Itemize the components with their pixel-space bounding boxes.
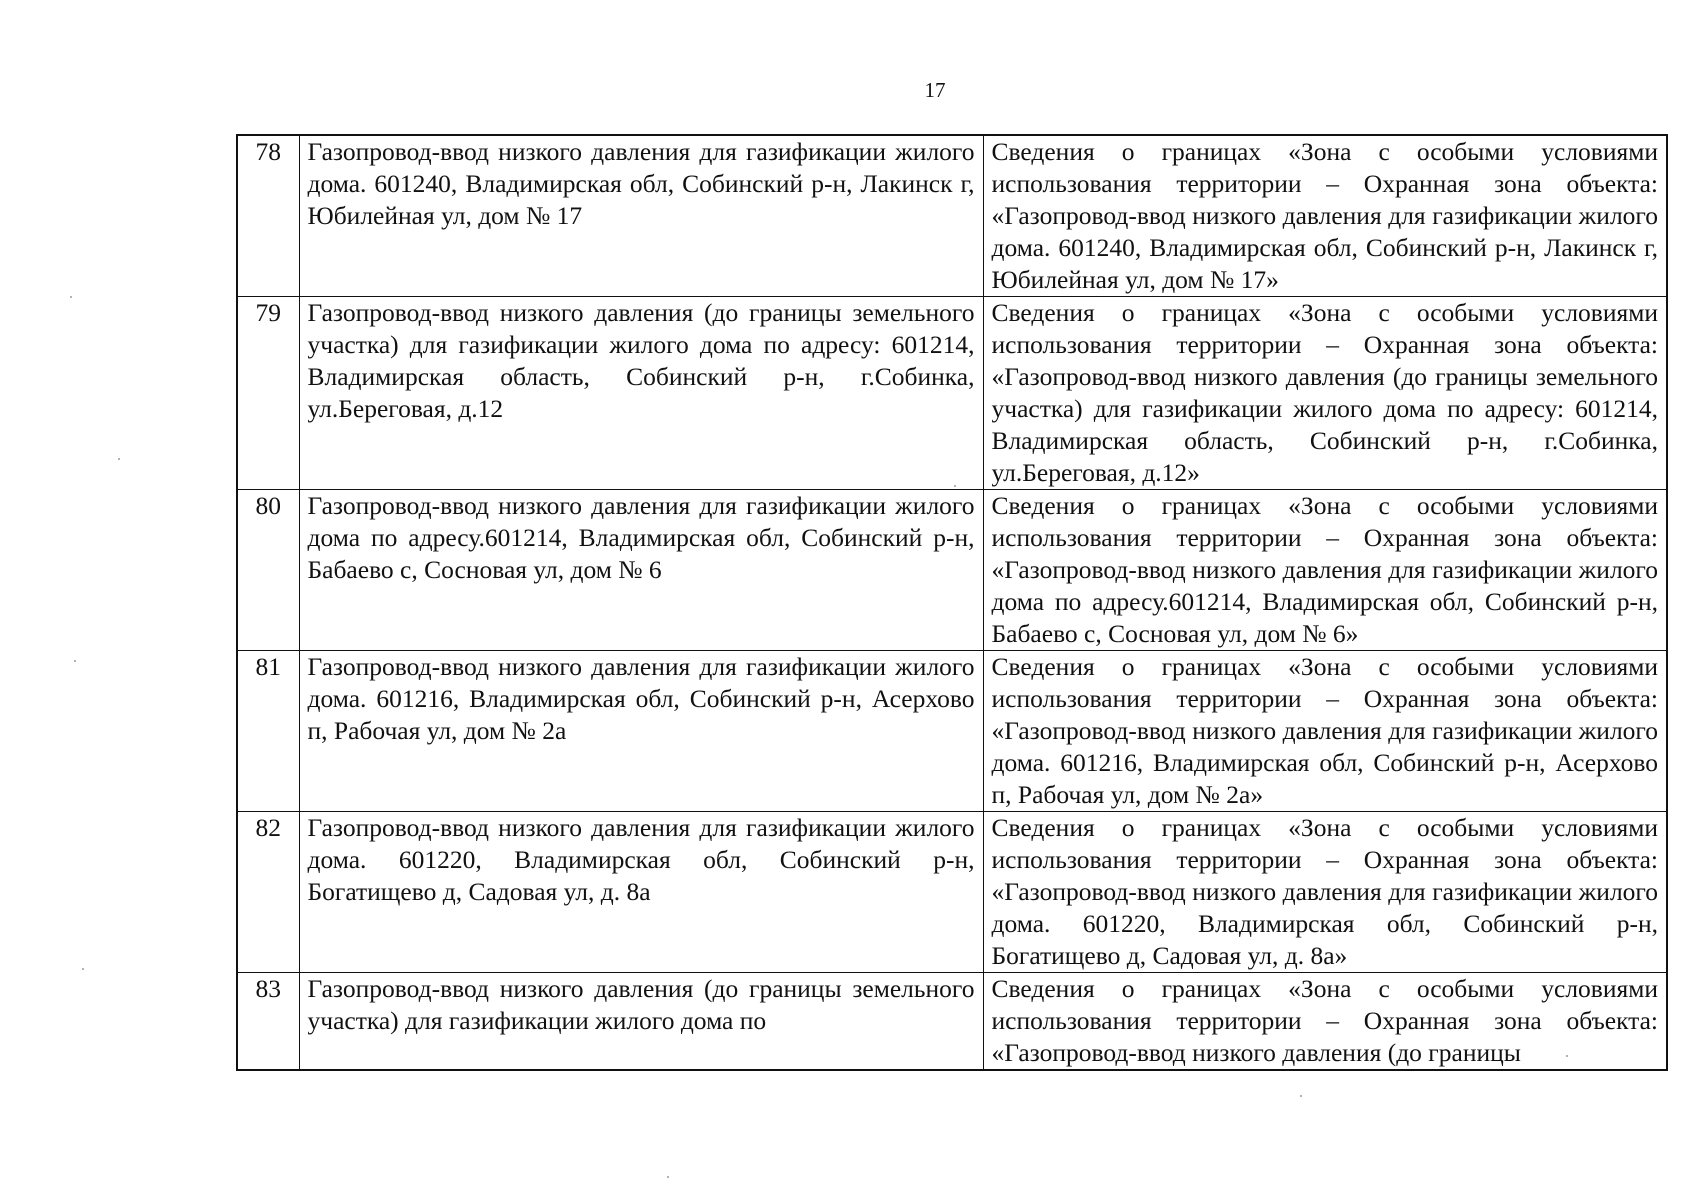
zone-info-cell: Сведения о границах «Зона с особыми условиями использования территории – Охранная зона объекта: «Газопровод-ввод низкого давления для газификации жилого дома. 601216, Владимирская обл, Собинский р-н, Асерхово п, Рабочая ул, дом № 2а» (983, 651, 1667, 812)
table-row (237, 490, 1667, 651)
object-name-cell: Газопровод-ввод низкого давления для газификации жилого дома. 601240, Владимирская обл, Собинский р-н, Лакинск г, Юбилейная ул, дом № 17 (299, 135, 983, 297)
table-row (237, 297, 1667, 490)
scan-speck (82, 968, 84, 970)
row-number: 78 (237, 135, 299, 297)
scan-speck (954, 485, 956, 487)
table-row (237, 812, 1667, 973)
table-row (237, 651, 1667, 812)
zone-info-cell: Сведения о границах «Зона с особыми условиями использования территории – Охранная зона объекта: «Газопровод-ввод низкого давления для газификации жилого дома. 601240, Владимирская обл, Собинский р-н, Лакинск г, Юбилейная ул, дом № 17» (983, 135, 1667, 297)
table-row (237, 973, 1667, 1071)
scan-speck (1566, 1055, 1568, 1057)
scan-speck (1300, 1095, 1302, 1097)
table-row (237, 135, 1667, 297)
object-name-cell: Газопровод-ввод низкого давления (до границы земельного участка) для газификации жилого дома по адресу: 601214, Владимирская область, Собинский р-н, г.Собинка, ул.Береговая, д.12 (299, 297, 983, 490)
scan-speck (74, 660, 76, 662)
row-number: 81 (237, 651, 299, 812)
scan-speck (70, 296, 72, 298)
object-name-cell: Газопровод-ввод низкого давления для газификации жилого дома по адресу.601214, Владимирская обл, Собинский р-н, Бабаево с, Сосновая ул, дом № 6 (299, 490, 983, 651)
zone-info-cell: Сведения о границах «Зона с особыми условиями использования территории – Охранная зона объекта: «Газопровод-ввод низкого давления (до границы земельного участка) для газификации жилого дома по адресу: 601214, Владимирская область, Собинский р-н, г.Собинка, ул.Береговая, д.12» (983, 297, 1667, 490)
scan-speck (118, 458, 120, 460)
zone-info-cell: Сведения о границах «Зона с особыми условиями использования территории – Охранная зона объекта: «Газопровод-ввод низкого давления для газификации жилого дома по адресу.601214, Владимирская обл, Собинский р-н, Бабаево с, Сосновая ул, дом № 6» (983, 490, 1667, 651)
page-number: 17 (924, 78, 946, 102)
row-number: 83 (237, 973, 299, 1071)
scan-speck (667, 1176, 669, 1178)
zone-info-cell: Сведения о границах «Зона с особыми условиями использования территории – Охранная зона объекта: «Газопровод-ввод низкого давления (до границы (983, 973, 1667, 1071)
zones-table (236, 134, 1668, 1071)
row-number: 80 (237, 490, 299, 651)
object-name-cell: Газопровод-ввод низкого давления для газификации жилого дома. 601216, Владимирская обл, Собинский р-н, Асерхово п, Рабочая ул, дом № 2а (299, 651, 983, 812)
object-name-cell: Газопровод-ввод низкого давления (до границы земельного участка) для газификации жилого дома по (299, 973, 983, 1071)
zone-info-cell: Сведения о границах «Зона с особыми условиями использования территории – Охранная зона объекта: «Газопровод-ввод низкого давления для газификации жилого дома. 601220, Владимирская обл, Собинский р-н, Богатищево д, Садовая ул, д. 8а» (983, 812, 1667, 973)
row-number: 79 (237, 297, 299, 490)
row-number: 82 (237, 812, 299, 973)
object-name-cell: Газопровод-ввод низкого давления для газификации жилого дома. 601220, Владимирская обл, Собинский р-н, Богатищево д, Садовая ул, д. 8а (299, 812, 983, 973)
